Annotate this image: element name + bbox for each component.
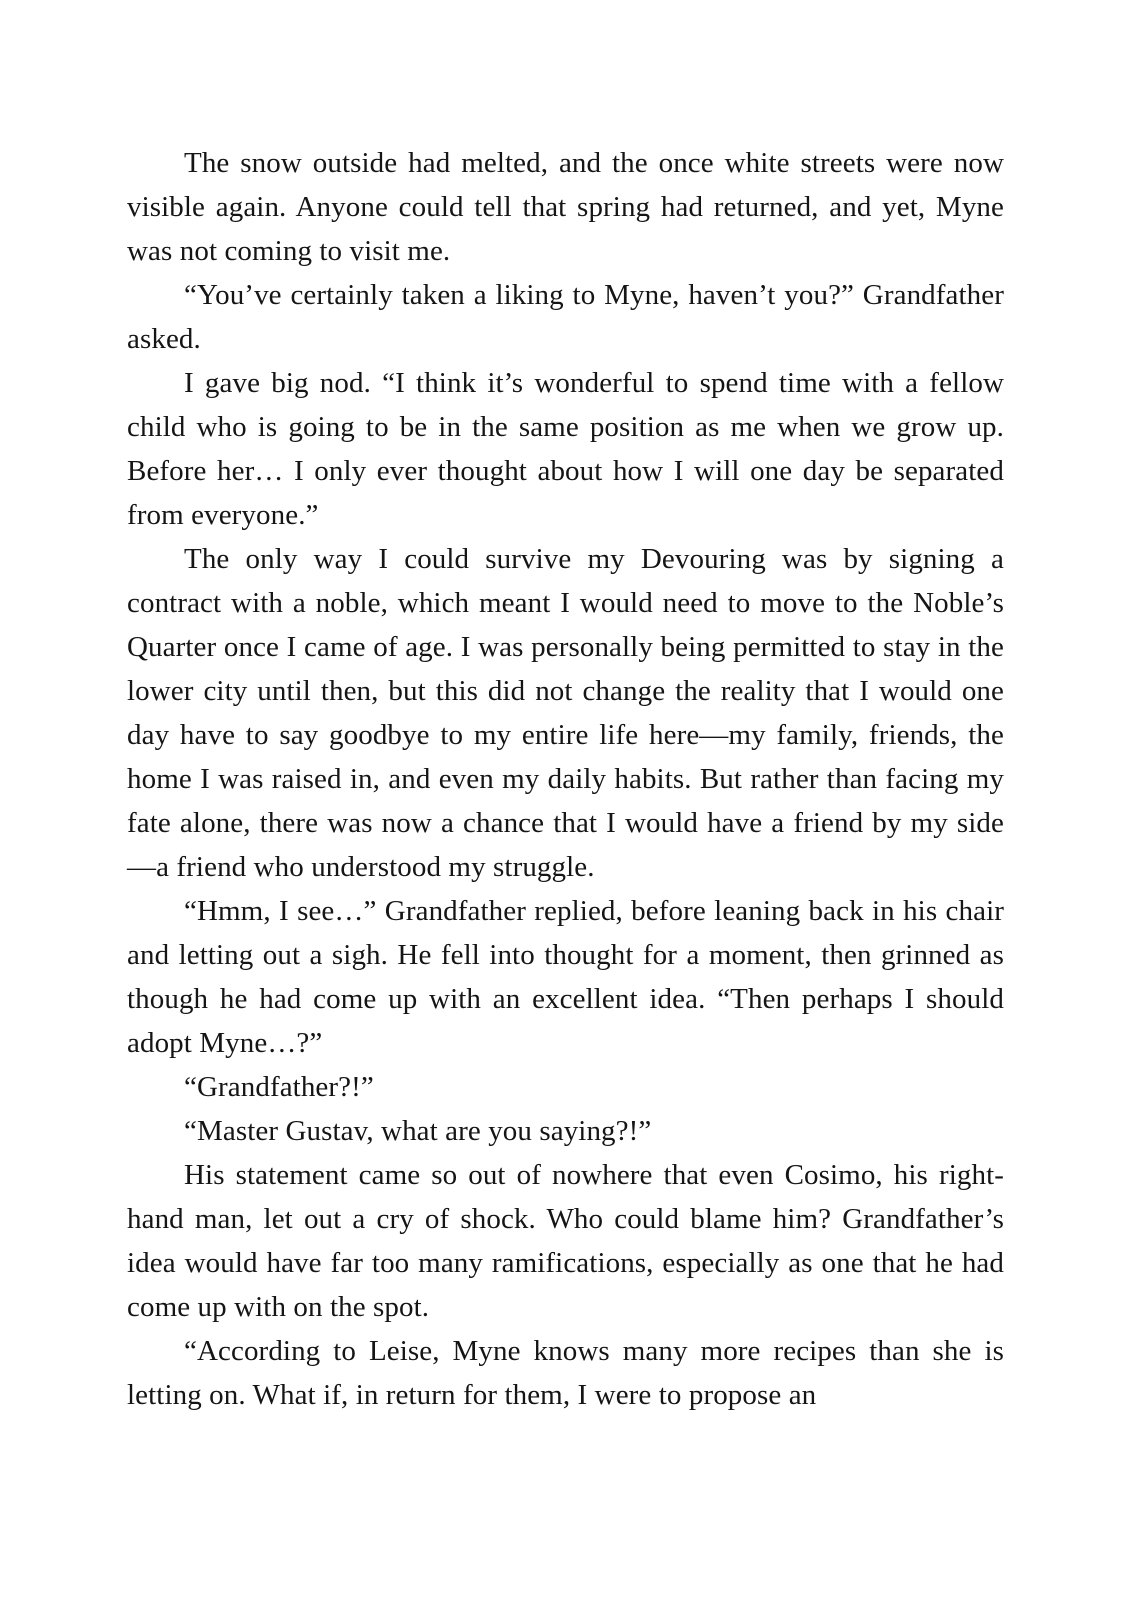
paragraph: “According to Leise, Myne knows many more recipes than she is letting on. What if, in return for them, I were to propose an (127, 1335, 1004, 1411)
paragraph: “Grandfather?!” (184, 1071, 374, 1103)
paragraph: The only way I could survive my Devouring was by signing a contract with a noble, which meant I would need to move to the Noble’s Quarter once I came of age. I was personally being permitted to stay in the lower city until then, but this did not change the reality that I would one day have to say goodbye to my entire life here—my family, friends, the home I was raised in, and even my daily habits. But rather than facing my fate alone, there was now a chance that I would have a friend by my side—a friend who understood my struggle. (127, 543, 1004, 883)
paragraph: “You’ve certainly taken a liking to Myne, haven’t you?” Grandfather asked. (127, 279, 1004, 355)
paragraph: His statement came so out of nowhere that even Cosimo, his right-hand man, let out a cry of shock. Who could blame him? Grandfather’s idea would have far too many ramifications, especially as one that he had come up with on the spot. (127, 1159, 1004, 1323)
paragraph: “Hmm, I see…” Grandfather replied, before leaning back in his chair and letting out a sigh. He fell into thought for a moment, then grinned as though he had come up with an excellent idea. “Then perhaps I should adopt Myne…?” (127, 895, 1004, 1059)
paragraph: I gave big nod. “I think it’s wonderful to spend time with a fellow child who is going to be in the same position as me when we grow up. Before her… I only ever thought about how I will one day be separated from everyone.” (127, 367, 1004, 531)
paragraph: The snow outside had melted, and the once white streets were now visible again. Anyone could tell that spring had returned, and yet, Myne was not coming to visit me. (127, 147, 1004, 267)
paragraph: “Master Gustav, what are you saying?!” (184, 1115, 652, 1147)
page-text-block (127, 141, 1004, 1417)
